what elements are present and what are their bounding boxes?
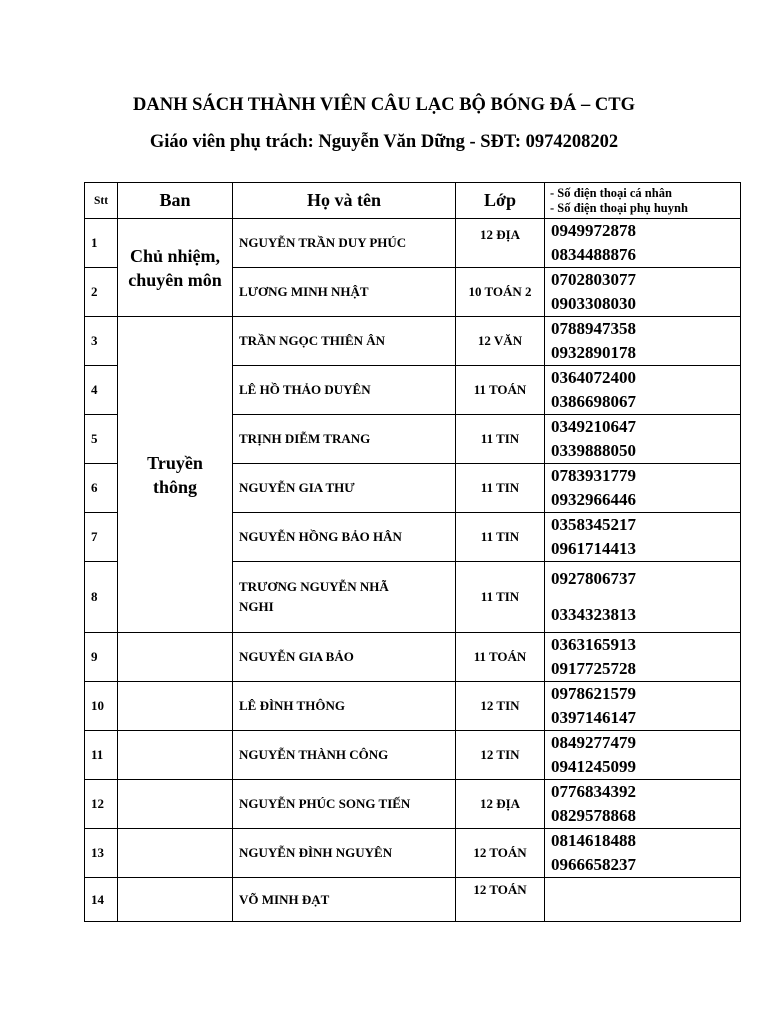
parent-phone: 0334323813 bbox=[551, 605, 636, 624]
table-row bbox=[85, 780, 741, 829]
table-row bbox=[85, 219, 741, 268]
row-phones bbox=[545, 780, 741, 829]
row-ban-empty bbox=[118, 780, 233, 829]
row-name: NGUYỄN ĐÌNH NGUYÊN bbox=[233, 829, 456, 878]
row-phones bbox=[545, 633, 741, 682]
row-ban: Truyền thông bbox=[118, 317, 233, 633]
row-name: NGUYỄN PHÚC SONG TIẾN bbox=[233, 780, 456, 829]
row-class: 12 VĂN bbox=[456, 317, 545, 366]
row-stt: 2 bbox=[85, 268, 118, 317]
row-phones bbox=[545, 682, 741, 731]
row-name: TRẦN NGỌC THIÊN ÂN bbox=[233, 317, 456, 366]
row-stt: 10 bbox=[85, 682, 118, 731]
row-stt: 5 bbox=[85, 415, 118, 464]
member-table bbox=[84, 182, 741, 922]
row-name: TRỊNH DIỄM TRANG bbox=[233, 415, 456, 464]
parent-phone: 0917725728 bbox=[551, 659, 636, 678]
parent-phone: 0966658237 bbox=[551, 855, 636, 874]
table-row bbox=[85, 682, 741, 731]
row-phones bbox=[545, 268, 741, 317]
personal-phone: 0349210647 bbox=[551, 417, 636, 436]
parent-phone: 0386698067 bbox=[551, 392, 636, 411]
row-class: 12 TOÁN bbox=[456, 829, 545, 878]
personal-phone: 0927806737 bbox=[551, 569, 636, 588]
row-name: LÊ ĐÌNH THÔNG bbox=[233, 682, 456, 731]
header-phone-line2: - Số điện thoại phụ huynh bbox=[550, 200, 688, 215]
personal-phone: 0849277479 bbox=[551, 733, 636, 752]
row-ban: Chủ nhiệm, chuyên môn bbox=[118, 219, 233, 317]
row-phones bbox=[545, 562, 741, 633]
row-class: 12 TOÁN bbox=[456, 878, 545, 922]
row-stt: 3 bbox=[85, 317, 118, 366]
row-ban-empty bbox=[118, 682, 233, 731]
table-row bbox=[85, 731, 741, 780]
parent-phone: 0397146147 bbox=[551, 708, 636, 727]
row-stt: 13 bbox=[85, 829, 118, 878]
table-body bbox=[85, 219, 741, 922]
row-stt: 7 bbox=[85, 513, 118, 562]
row-name: LƯƠNG MINH NHẬT bbox=[233, 268, 456, 317]
personal-phone: 0702803077 bbox=[551, 270, 636, 289]
parent-phone: 0932966446 bbox=[551, 490, 636, 509]
personal-phone: 0363165913 bbox=[551, 635, 636, 654]
personal-phone: 0814618488 bbox=[551, 831, 636, 850]
row-name: NGUYỄN HỒNG BẢO HÂN bbox=[233, 513, 456, 562]
row-name: LÊ HỒ THẢO DUYÊN bbox=[233, 366, 456, 415]
row-phones bbox=[545, 317, 741, 366]
row-class: 12 TIN bbox=[456, 731, 545, 780]
row-stt: 9 bbox=[85, 633, 118, 682]
row-phones bbox=[545, 366, 741, 415]
parent-phone: 0903308030 bbox=[551, 294, 636, 313]
parent-phone: 0834488876 bbox=[551, 245, 636, 264]
table-row bbox=[85, 317, 741, 366]
row-ban-empty bbox=[118, 633, 233, 682]
row-class: 12 ĐỊA bbox=[456, 780, 545, 829]
table-row bbox=[85, 633, 741, 682]
parent-phone: 0339888050 bbox=[551, 441, 636, 460]
table-row bbox=[85, 878, 741, 922]
row-ban-empty bbox=[118, 731, 233, 780]
row-class: 11 TOÁN bbox=[456, 366, 545, 415]
table-row bbox=[85, 829, 741, 878]
row-name: NGUYỄN THÀNH CÔNG bbox=[233, 731, 456, 780]
row-phones bbox=[545, 415, 741, 464]
row-name: NGUYỄN GIA BẢO bbox=[233, 633, 456, 682]
row-phones bbox=[545, 219, 741, 268]
row-stt: 6 bbox=[85, 464, 118, 513]
row-phones bbox=[545, 829, 741, 878]
personal-phone: 0358345217 bbox=[551, 515, 636, 534]
row-class: 10 TOÁN 2 bbox=[456, 268, 545, 317]
header-phone bbox=[545, 183, 741, 219]
personal-phone: 0776834392 bbox=[551, 782, 636, 801]
row-name: VÕ MINH ĐẠT bbox=[233, 878, 456, 922]
row-ban-empty bbox=[118, 878, 233, 922]
parent-phone: 0932890178 bbox=[551, 343, 636, 362]
row-class: 12 TIN bbox=[456, 682, 545, 731]
row-phones bbox=[545, 513, 741, 562]
personal-phone: 0364072400 bbox=[551, 368, 636, 387]
row-name: TRƯƠNG NGUYỄN NHÃ NGHI bbox=[233, 562, 456, 633]
row-phones bbox=[545, 464, 741, 513]
row-class: 11 TIN bbox=[456, 464, 545, 513]
row-class: 11 TIN bbox=[456, 415, 545, 464]
row-stt: 14 bbox=[85, 878, 118, 922]
header-stt: Stt bbox=[85, 183, 118, 219]
row-stt: 8 bbox=[85, 562, 118, 633]
personal-phone: 0788947358 bbox=[551, 319, 636, 338]
row-phones bbox=[545, 731, 741, 780]
parent-phone: 0961714413 bbox=[551, 539, 636, 558]
table-header-row bbox=[85, 183, 741, 219]
row-class: 12 ĐỊA bbox=[456, 219, 545, 268]
header-ban: Ban bbox=[118, 183, 233, 219]
personal-phone: 0783931779 bbox=[551, 466, 636, 485]
header-phone-line1: - Số điện thoại cá nhân bbox=[550, 185, 672, 200]
row-class: 11 TIN bbox=[456, 562, 545, 633]
document-subtitle: Giáo viên phụ trách: Nguyễn Văn Dững - SĐT: 0974208202 bbox=[149, 132, 619, 152]
row-phones bbox=[545, 878, 741, 922]
row-stt: 1 bbox=[85, 219, 118, 268]
row-stt: 11 bbox=[85, 731, 118, 780]
parent-phone: 0829578868 bbox=[551, 806, 636, 825]
personal-phone: 0978621579 bbox=[551, 684, 636, 703]
row-name: NGUYỄN TRẦN DUY PHÚC bbox=[233, 219, 456, 268]
row-class: 11 TOÁN bbox=[456, 633, 545, 682]
header-name: Họ và tên bbox=[233, 183, 456, 219]
personal-phone: 0949972878 bbox=[551, 221, 636, 240]
row-class: 11 TIN bbox=[456, 513, 545, 562]
header-lop: Lớp bbox=[456, 183, 545, 219]
row-stt: 12 bbox=[85, 780, 118, 829]
row-stt: 4 bbox=[85, 366, 118, 415]
row-name: NGUYỄN GIA THƯ bbox=[233, 464, 456, 513]
row-ban-empty bbox=[118, 829, 233, 878]
document-title: DANH SÁCH THÀNH VIÊN CÂU LẠC BỘ BÓNG ĐÁ – CTG bbox=[133, 95, 635, 115]
parent-phone: 0941245099 bbox=[551, 757, 636, 776]
